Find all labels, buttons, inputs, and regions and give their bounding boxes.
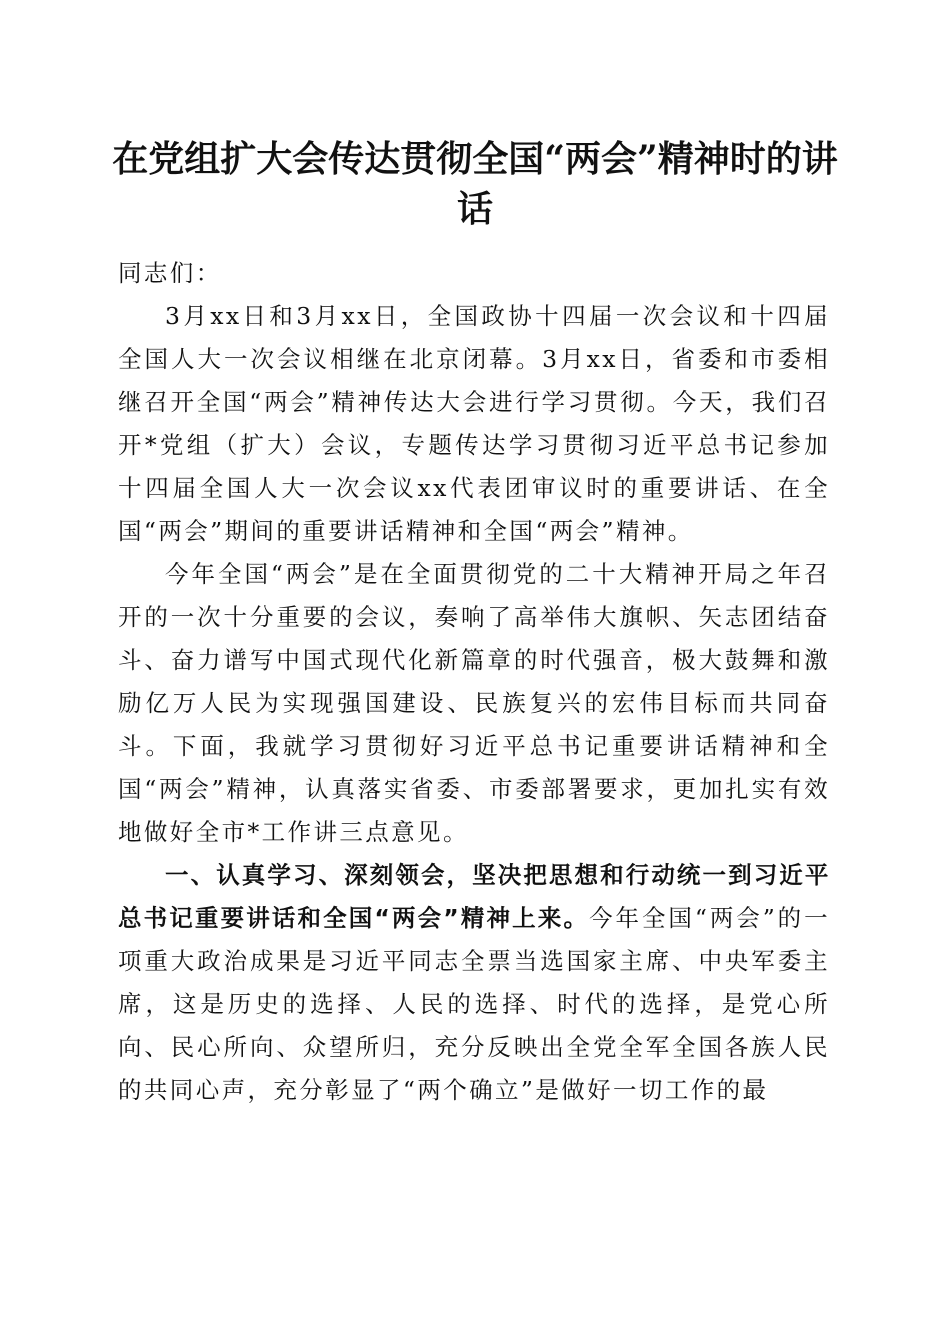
paragraph-2: 今年全国“两会”是在全面贯彻党的二十大精神开局之年召开的一次十分重要的会议，奏响了高举伟大旗帜、矢志团结奋斗、奋力谱写中国式现代化新篇章的时代强音，极大鼓舞和激励亿万人民为实现强国建设、民族复兴的宏伟目标而共同奋斗。下面，我就学习贯彻好习近平总书记重要讲话精神和全国“两会”精神，认真落实省委、市委部署要求，更加扎实有效地做好全市*工作讲三点意见。 [118, 560, 830, 846]
section-1-text: 今年全国“两会”的一项重大政治成果是习近平同志全票当选国家主席、中央军委主席，这是历史的选择、人民的选择、时代的选择，是党心所向、民心所向、众望所归，充分反映出全党全军全国各族人民的共同心声，充分彰显了“两个确立”是做好一切工作的最 [118, 904, 830, 1104]
salutation: 同志们： [118, 259, 222, 287]
section-1-paragraph [118, 854, 830, 1112]
document-title: 在党组扩大会传达贯彻全国“两会”精神时的讲话 [112, 138, 838, 230]
paragraph-1: 3月xx日和3月xx日，全国政协十四届一次会议和十四届全国人大一次会议相继在北京闭幕。3月xx日，省委和市委相继召开全国“两会”精神传达大会进行学习贯彻。今天，我们召开*党组（扩大）会议，专题传达学习贯彻习近平总书记参加十四届全国人大一次会议xx代表团审议时的重要讲话、在全国“两会”期间的重要讲话精神和全国“两会”精神。 [118, 302, 830, 545]
document-body [118, 252, 830, 1112]
section-1-heading: 一、认真学习、深刻领会，坚决把思想和行动统一到习近平总书记重要讲话和全国“两会”精神上来。 [118, 861, 830, 932]
